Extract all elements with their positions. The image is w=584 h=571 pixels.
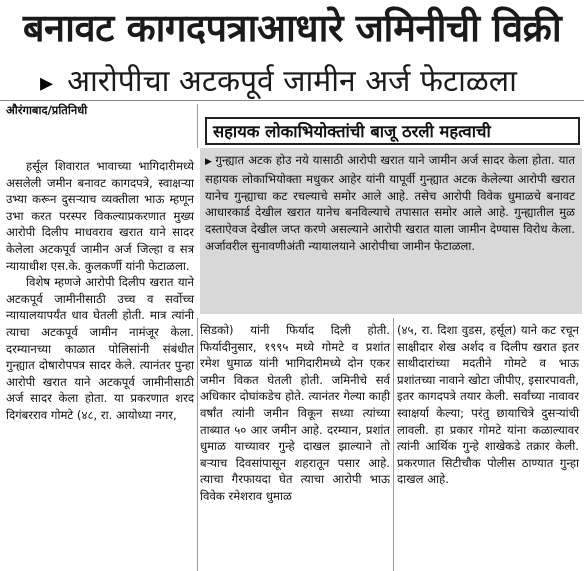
box-text	[205, 152, 575, 255]
triangle-right-icon: ▸	[40, 68, 54, 98]
column-divider	[197, 104, 198, 148]
dateline: औरंगाबाद/प्रतिनिधी	[6, 103, 88, 117]
column-1	[6, 158, 194, 424]
box-title: सहायक लोकाभियोक्तांची बाजू ठरली महत्वाची	[205, 117, 580, 145]
triangle-right-icon: ▶	[205, 157, 213, 167]
box-paragraph: गुन्ह्यात अटक होउ नये यासाठी आरोपी खरात याने जामीन अर्ज सादर केला होता. यात सहायक लोकाभियोक्ता मधुकर आहेर यांनी यापूर्वी गुन्ह्यात अटक केलेल्या आरोपी खरात यानेच गुन्ह्याचा कट रचल्याचे समोर आले आहे. तसेच आरोपी विवेक धुमाळचे बनावट आधारकार्ड देखील खरात यानेच बनविल्याचे तपासात समोर आले आहे. गुन्ह्यातील मुळ दस्ताऐवज देखील जप्त करणे असल्याने आरोपी खरात याला जामीन देण्यास विरोध केला. अर्जावरील सुनावणीअंती न्यायालयाने आरोपीचा जामीन फेटाळला.	[205, 153, 576, 253]
column-divider	[393, 318, 394, 571]
paragraph: सिडको) यांनी फिर्याद दिली होती. फिर्यादीनुसार, १९९५ मध्ये गोमटे व प्रशांत रमेश धुमाळ यांनी भागिदारीमध्ये दोन एकर जमीन विकत घेतली होती. जमिनीचे सर्व अधिकार दोघांकडेच होते. त्यानंतर गेल्या काही वर्षांत त्यांनी जमीन विकून सध्या त्यांच्या ताब्यात ५० आर जमीन आहे. दरम्यान, प्रशांत धुमाळ याच्यावर गुन्हे दाखल झाल्याने तो बऱ्याच दिवसांपासून शहरातून पसार आहे. त्याचा गैरफायदा घेत त्याचा आरोपी भाऊ विवेक रमेशराव धुमाळ	[200, 323, 390, 503]
column-2	[200, 322, 390, 505]
paragraph: विशेष म्हणजे आरोपी दिलीप खरात याने अटकपूर्व जामीनीसाठी उच्च व सर्वोच्च न्यायालयापर्यंत धाव घेतली होती. मात्र त्यांनी त्याचा अटकपूर्व जामीन नामंजूर केला. दरम्यानच्या काळात पोलिसांनी संबंधीत गुन्ह्यात दोषारोपपत्र सादर केले. त्यानंतर पुन्हा आरोपी खरात याने अटकपूर्व जामीनीसाठी अर्ज सादर केला होता. या प्रकरणात शरद दिगंबरराव गोमटे (४८, रा. आयोध्या नगर,	[6, 275, 194, 422]
column-divider	[197, 318, 198, 571]
subheadline	[40, 62, 560, 103]
paragraph: हर्सूल शिवारात भावाच्या भागिदारीमध्ये असलेली जमीन बनावट कागदपत्रे, स्वाक्षऱ्या उभ्या करून दुसऱ्याच व्यक्तीला भाऊ म्हणून उभा करत परस्पर विकल्याप्रकरणात मुख्य आरोपी दिलीप माधवराव खरात याने सादर केलेला अटकपूर्व जामीन अर्ज जिल्हा व सत्र न्यायाधीश एस.के. कुलकर्णी यांनी फेटाळला.	[6, 159, 194, 273]
headline: बनावट कागदपत्राआधारे जमिनीची विक्री	[22, 6, 562, 50]
column-3	[397, 322, 579, 488]
divider	[0, 100, 584, 101]
subheadline-text: आरोपीचा अटकपूर्व जामीन अर्ज फेटाळला	[67, 64, 517, 99]
paragraph: (४५, रा. दिशा वुडस, हर्सूल) याने कट रचून साक्षीदार शेख अर्शद व दिलीप खरात इतर साथीदारांच्या मदतीने गोमटे व भाऊ प्रशांतच्या नावाने खोटा जीपीए, इसारपावती, इतर कागदपत्रे तयार केली. सर्वांच्या नावावर स्वाक्षर्या केल्या; परंतु छायाचित्रे दुसऱ्यांची लावली. हा प्रकार गोमटे यांना कळाल्यावर त्यांनी आर्थिक गुन्हे शाखेकडे तक्रार केली. प्रकरणात सिटीचौक पोलीस ठाण्यात गुन्हा दाखल आहे.	[397, 323, 579, 487]
